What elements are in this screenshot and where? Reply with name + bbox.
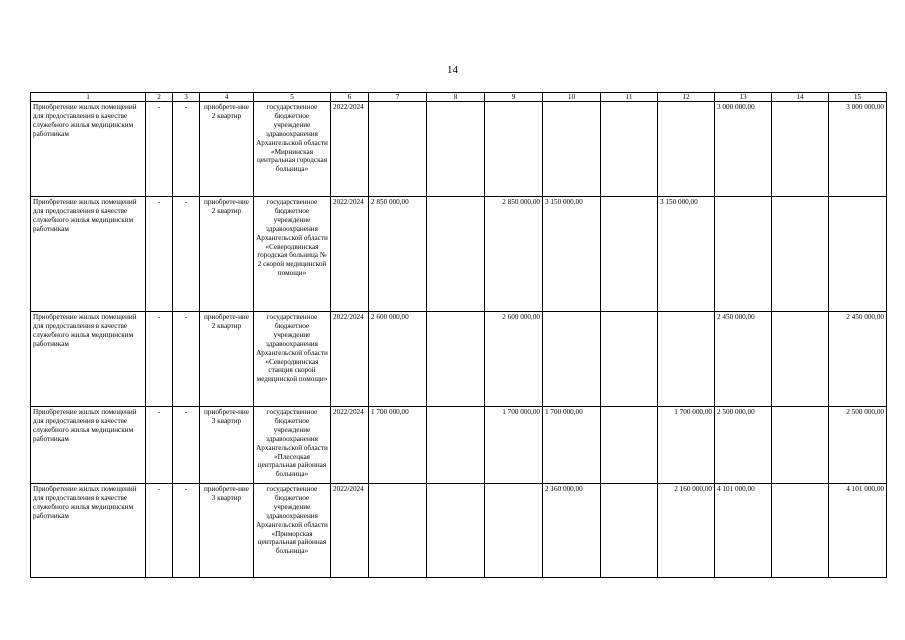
indicator-cell: приобрете-ние 2 квартир [200, 312, 254, 407]
amount-cell [601, 407, 658, 484]
amount-cell: 2 450 000,00 [715, 312, 772, 407]
amount-cell: 2 160 000,00 [543, 484, 601, 578]
amount-cell: 2 600 000,00 [369, 312, 427, 407]
amount-cell: 2 450 000,00 [829, 312, 887, 407]
table-cell: - [146, 407, 173, 484]
amount-cell [829, 197, 887, 312]
column-header: 5 [254, 93, 331, 102]
amount-cell [427, 407, 485, 484]
amount-cell: 2 850 000,00 [369, 197, 427, 312]
institution-cell: государственное бюджетное учреждение здравоохранения Архангельской области «Приморская центральная районная больница» [254, 484, 331, 578]
column-header: 8 [427, 93, 485, 102]
table-cell: - [173, 407, 200, 484]
period-cell: 2022/2024 [331, 407, 369, 484]
table-row [31, 484, 887, 578]
amount-cell [427, 197, 485, 312]
table-row [31, 407, 887, 484]
amount-cell [772, 197, 829, 312]
period-cell: 2022/2024 [331, 102, 369, 197]
column-header: 7 [369, 93, 427, 102]
table-cell: - [173, 484, 200, 578]
amount-cell: 1 700 000,00 [485, 407, 543, 484]
measure-name-cell: Приобретение жилых помещений для предоставления в качестве служебного жилья медицинским работникам [31, 197, 146, 312]
amount-cell: 2 160 000,00 [658, 484, 715, 578]
table-cell: - [173, 102, 200, 197]
indicator-cell: приобрете-ние 2 квартир [200, 197, 254, 312]
indicator-cell: приобрете-ние 3 квартир [200, 484, 254, 578]
amount-cell [543, 312, 601, 407]
amount-cell [485, 484, 543, 578]
amount-cell: 2 500 000,00 [715, 407, 772, 484]
amount-cell: 3 000 000,00 [829, 102, 887, 197]
institution-cell: государственное бюджетное учреждение здравоохранения Архангельской области «Мирнинская центральная городская больница» [254, 102, 331, 197]
measure-name-cell: Приобретение жилых помещений для предоставления в качестве служебного жилья медицинским работникам [31, 312, 146, 407]
column-header: 12 [658, 93, 715, 102]
table-row [31, 312, 887, 407]
amount-cell [772, 102, 829, 197]
amount-cell: 3 150 000,00 [543, 197, 601, 312]
column-header: 14 [772, 93, 829, 102]
amount-cell [369, 102, 427, 197]
institution-cell: государственное бюджетное учреждение здравоохранения Архангельской области «Северодвинская городская больница № 2 скорой медицинской помощи» [254, 197, 331, 312]
table-cell: - [146, 312, 173, 407]
column-header: 15 [829, 93, 887, 102]
column-header: 1 [31, 93, 146, 102]
amount-cell [772, 312, 829, 407]
column-header: 9 [485, 93, 543, 102]
amount-cell [369, 484, 427, 578]
amount-cell: 1 700 000,00 [543, 407, 601, 484]
period-cell: 2022/2024 [331, 484, 369, 578]
amount-cell [427, 484, 485, 578]
amount-cell: 2 850 000,00 [485, 197, 543, 312]
column-header: 11 [601, 93, 658, 102]
column-header: 6 [331, 93, 369, 102]
period-cell: 2022/2024 [331, 197, 369, 312]
measure-name-cell: Приобретение жилых помещений для предоставления в качестве служебного жилья медицинским работникам [31, 484, 146, 578]
indicator-cell: приобрете-ние 3 квартир [200, 407, 254, 484]
table-row [31, 197, 887, 312]
amount-cell [772, 407, 829, 484]
page-number: 14 [447, 64, 458, 76]
amount-cell: 2 600 000,00 [485, 312, 543, 407]
table-cell: - [146, 484, 173, 578]
measure-name-cell: Приобретение жилых помещений для предоставления в качестве служебного жилья медицинским работникам [31, 407, 146, 484]
amount-cell [601, 484, 658, 578]
column-header: 2 [146, 93, 173, 102]
column-header: 4 [200, 93, 254, 102]
amount-cell [427, 312, 485, 407]
table-cell: - [173, 312, 200, 407]
amount-cell [485, 102, 543, 197]
amount-cell: 4 101 000,00 [715, 484, 772, 578]
amount-cell [658, 102, 715, 197]
program-table [30, 92, 887, 578]
indicator-cell: приобрете-ние 2 квартир [200, 102, 254, 197]
amount-cell [601, 197, 658, 312]
amount-cell: 3 000 000,00 [715, 102, 772, 197]
institution-cell: государственное бюджетное учреждение здравоохранения Архангельской области «Северодвинская станция скорой медицинской помощи» [254, 312, 331, 407]
amount-cell [543, 102, 601, 197]
amount-cell [601, 312, 658, 407]
column-header: 13 [715, 93, 772, 102]
measure-name-cell: Приобретение жилых помещений для предоставления в качестве служебного жилья медицинским работникам [31, 102, 146, 197]
period-cell: 2022/2024 [331, 312, 369, 407]
amount-cell: 3 150 000,00 [658, 197, 715, 312]
column-header: 10 [543, 93, 601, 102]
table-row [31, 102, 887, 197]
table-cell: - [146, 197, 173, 312]
amount-cell [772, 484, 829, 578]
amount-cell [658, 312, 715, 407]
header-row [31, 93, 887, 102]
amount-cell: 1 700 000,00 [369, 407, 427, 484]
amount-cell [427, 102, 485, 197]
column-header: 3 [173, 93, 200, 102]
table-cell: - [173, 197, 200, 312]
amount-cell [601, 102, 658, 197]
institution-cell: государственное бюджетное учреждение здравоохранения Архангельской области «Плесецкая центральная районная больница» [254, 407, 331, 484]
amount-cell: 2 500 000,00 [829, 407, 887, 484]
amount-cell: 1 700 000,00 [658, 407, 715, 484]
amount-cell: 4 101 000,00 [829, 484, 887, 578]
table-cell: - [146, 102, 173, 197]
amount-cell [715, 197, 772, 312]
